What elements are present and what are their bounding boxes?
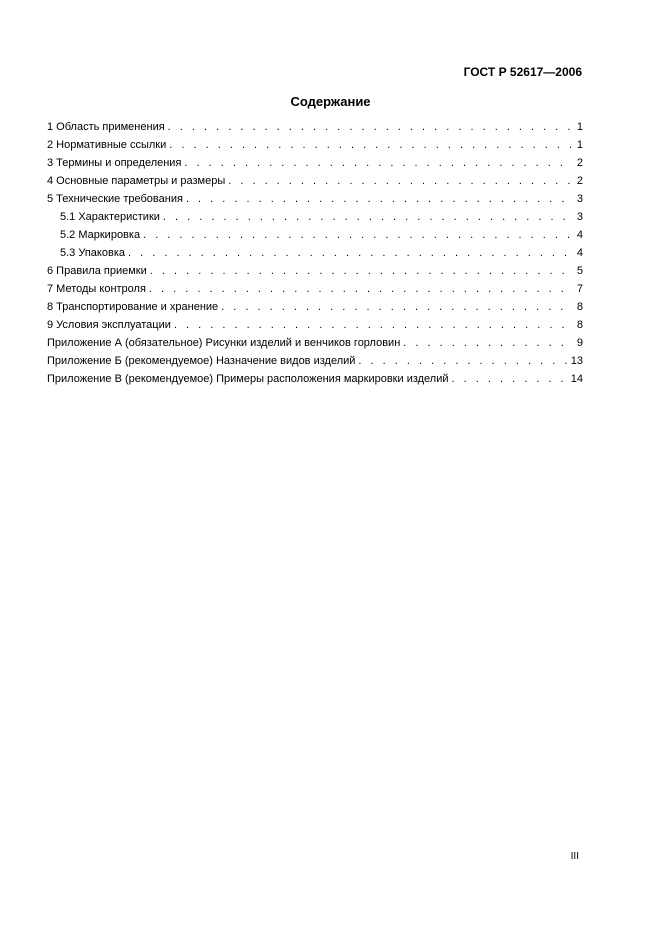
toc-entry-page: 9 (576, 337, 583, 349)
toc-entry-page: 14 (570, 373, 583, 385)
toc-entry[interactable] (47, 373, 583, 391)
toc-leader-dots (228, 175, 571, 187)
toc-entry-label: 5 Технические требования (47, 193, 183, 205)
toc-entry-label: 5.2 Маркировка (60, 229, 141, 241)
toc-entry[interactable] (47, 283, 583, 301)
toc-entry-label: Приложение В (рекомендуемое) Примеры расположения маркировки изделий (47, 373, 449, 385)
toc-entry-page: 4 (576, 229, 583, 241)
toc-entry-label: 7 Методы контроля (47, 283, 146, 295)
toc-entry-page: 5 (576, 265, 583, 277)
toc-leader-dots (174, 319, 571, 331)
toc-entry[interactable] (47, 301, 583, 319)
toc-entry-page: 3 (576, 211, 583, 223)
toc-leader-dots (186, 193, 571, 205)
table-of-contents (47, 121, 583, 391)
page-number: III (570, 851, 579, 862)
toc-entry-page: 3 (576, 193, 583, 205)
toc-leader-dots (150, 265, 571, 277)
toc-entry-page: 7 (576, 283, 583, 295)
toc-leader-dots (149, 283, 571, 295)
toc-entry-label: 2 Нормативные ссылки (47, 139, 167, 151)
toc-entry-label: 1 Область применения (47, 121, 165, 133)
toc-leader-dots (128, 247, 571, 259)
toc-entry-page: 13 (570, 355, 583, 367)
toc-entry[interactable] (47, 139, 583, 157)
toc-entry[interactable] (47, 211, 583, 229)
toc-leader-dots (143, 229, 571, 241)
toc-entry[interactable] (47, 121, 583, 139)
toc-entry-label: 8 Транспортирование и хранение (47, 301, 219, 313)
toc-leader-dots (168, 121, 571, 133)
toc-leader-dots (403, 337, 571, 349)
toc-leader-dots (163, 211, 571, 223)
toc-entry-page: 4 (576, 247, 583, 259)
toc-entry[interactable] (47, 193, 583, 211)
toc-entry-page: 2 (576, 157, 583, 169)
toc-entry-page: 1 (576, 139, 583, 151)
document-code: ГОСТ Р 52617—2006 (463, 65, 582, 79)
toc-entry-label: 5.1 Характеристики (60, 211, 160, 223)
toc-entry[interactable] (47, 229, 583, 247)
toc-entry-label: 3 Термины и определения (47, 157, 182, 169)
toc-entry[interactable] (47, 265, 583, 283)
toc-entry-label: 4 Основные параметры и размеры (47, 175, 226, 187)
toc-entry[interactable] (47, 247, 583, 265)
toc-leader-dots (169, 139, 571, 151)
toc-entry-page: 8 (576, 319, 583, 331)
toc-entry[interactable] (47, 337, 583, 355)
toc-entry[interactable] (47, 355, 583, 373)
toc-entry[interactable] (47, 157, 583, 175)
toc-leader-dots (221, 301, 571, 313)
toc-leader-dots (452, 373, 568, 385)
toc-leader-dots (184, 157, 571, 169)
page-title: Содержание (290, 94, 371, 109)
toc-entry-label: 6 Правила приемки (47, 265, 147, 277)
toc-entry-label: 9 Условия эксплуатации (47, 319, 171, 331)
toc-leader-dots (358, 355, 567, 367)
toc-entry-page: 2 (576, 175, 583, 187)
toc-entry[interactable] (47, 175, 583, 193)
toc-entry-label: Приложение Б (рекомендуемое) Назначение видов изделий (47, 355, 356, 367)
toc-entry[interactable] (47, 319, 583, 337)
toc-entry-label: Приложение А (обязательное) Рисунки изделий и венчиков горловин (47, 337, 401, 349)
toc-entry-page: 1 (576, 121, 583, 133)
toc-entry-label: 5.3 Упаковка (60, 247, 125, 259)
toc-entry-page: 8 (576, 301, 583, 313)
